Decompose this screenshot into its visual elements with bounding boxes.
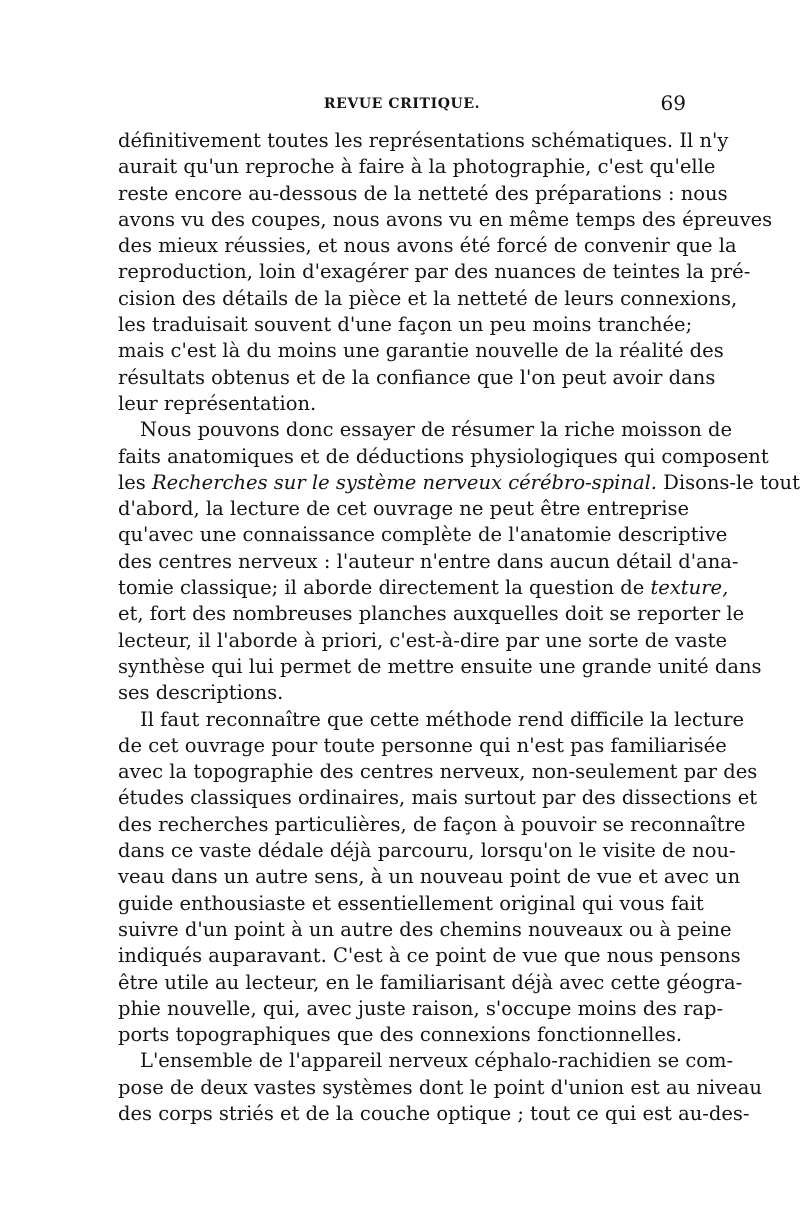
text-line: indiqués auparavant. C'est à ce point de vue que nous pensons (118, 944, 741, 968)
text-run: les (118, 470, 152, 494)
paragraph-first-line: Nous pouvons donc essayer de résumer la riche moisson de (140, 418, 733, 442)
text-line-with-italic (118, 575, 729, 601)
text-line-with-italic (118, 470, 800, 496)
book-title-italic: Recherches sur le système nerveux cérébro-spinal. (151, 470, 658, 494)
running-title: REVUE CRITIQUE. (323, 96, 481, 112)
text-line: études classiques ordinaires, mais surtout par des dissections et (118, 786, 758, 810)
text-line: aurait qu'un reproche à faire à la photographie, c'est qu'elle (118, 155, 716, 179)
running-head (118, 92, 686, 120)
text-line: des corps striés et de la couche optique ; tout ce qui est au-des- (118, 1101, 750, 1125)
text-line: suivre d'un point à un autre des chemins nouveaux ou à peine (118, 917, 732, 941)
text-line: avec la topographie des centres nerveux, non-seulement par des (118, 760, 758, 784)
text-line: des recherches particulières, de façon à pouvoir se reconnaître (118, 812, 746, 836)
body-text (118, 128, 800, 1127)
text-line: des mieux réussies, et nous avons été forcé de convenir que la (118, 234, 737, 258)
paragraph-first-line: Il faut reconnaître que cette méthode rend difficile la lecture (140, 707, 745, 731)
text-line: phie nouvelle, qui, avec juste raison, s'occupe moins des rap- (118, 996, 724, 1020)
text-line: synthèse qui lui permet de mettre ensuite une grande unité dans (118, 654, 762, 678)
text-line: avons vu des coupes, nous avons vu en même temps des épreuves (118, 207, 773, 231)
text-line: résultats obtenus et de la confiance que l'on peut avoir dans (118, 365, 716, 389)
text-line: guide enthousiaste et essentiellement original qui vous fait (118, 891, 704, 915)
text-line: d'abord, la lecture de cet ouvrage ne peut être entreprise (118, 497, 690, 521)
text-line: pose de deux vastes systèmes dont le point d'union est au niveau (118, 1075, 762, 1099)
text-line: qu'avec une connaissance complète de l'anatomie descriptive (118, 523, 728, 547)
text-run: tomie classique; il aborde directement la question de (118, 576, 651, 600)
text-line: faits anatomiques et de déductions physiologiques qui composent (118, 444, 769, 468)
text-line: dans ce vaste dédale déjà parcouru, lorsqu'on le visite de nou- (118, 839, 736, 863)
text-line: définitivement toutes les représentations schématiques. Il n'y (118, 129, 729, 152)
text-line: être utile au lecteur, en le familiarisant déjà avec cette géogra- (118, 970, 743, 994)
text-line: veau dans un autre sens, à un nouveau point de vue et avec un (118, 865, 741, 889)
italic-word: texture, (650, 576, 729, 600)
text-line: et, fort des nombreuses planches auxquelles doit se reporter le (118, 602, 745, 626)
paragraph-first-line: L'ensemble de l'appareil nerveux céphalo-rachidien se com- (140, 1049, 734, 1073)
text-line: leur représentation. (118, 391, 317, 415)
text-line: ports topographiques que des connexions fonctionnelles. (118, 1023, 683, 1047)
text-line: les traduisait souvent d'une façon un peu moins tranchée; (118, 313, 693, 337)
text-line: cision des détails de la pièce et la netteté de leurs connexions, (118, 286, 738, 310)
text-line: reproduction, loin d'exagérer par des nuances de teintes la pré- (118, 260, 751, 284)
text-line: des centres nerveux : l'auteur n'entre dans aucun détail d'ana- (118, 549, 739, 573)
text-line: ses descriptions. (118, 681, 284, 705)
page-number: 69 (660, 91, 686, 115)
text-run: Disons-le tout (657, 470, 800, 494)
text-line: mais c'est là du moins une garantie nouvelle de la réalité des (118, 339, 724, 363)
text-line: lecteur, il l'aborde à priori, c'est-à-dire par une sorte de vaste (118, 628, 728, 652)
text-line: de cet ouvrage pour toute personne qui n'est pas familiarisée (118, 733, 727, 757)
text-line: reste encore au-dessous de la netteté des préparations : nous (118, 181, 728, 205)
